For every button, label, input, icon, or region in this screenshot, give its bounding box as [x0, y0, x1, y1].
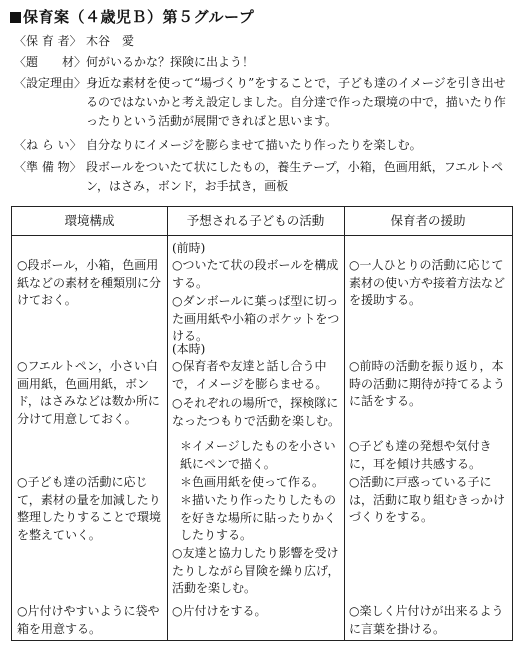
meta-label: 〈ね ら い〉: [14, 138, 82, 152]
plan-table: [11, 206, 513, 641]
meta-label: 〈設定理由〉: [14, 76, 87, 90]
meta-label: 〈準 備 物〉: [14, 160, 82, 174]
meta-value: 木谷 愛: [86, 34, 135, 48]
square-bullet-icon: [10, 12, 21, 23]
list-item: ○片付けをする。: [172, 604, 267, 618]
list-item: ○楽しく片付けが出来るように言葉を掛ける。: [349, 604, 504, 636]
meta-value: 身近な素材を使って“場づくり”をすることで，子ども達のイメージを引き出せるのではないかと考え設定しました。自分達で作った環境の中で，描いたり作ったりという活動が展開できればと思います。: [86, 76, 506, 128]
table-header-row: [12, 207, 512, 236]
column-divider: [167, 207, 168, 640]
list-item: ○保育者や友達と話し合う中で，イメージを膨らませる。: [172, 359, 328, 391]
list-item: ○一人ひとりの活動に応じて素材の使い方や接着方法などを援助する。: [349, 258, 506, 307]
list-item: ○フエルトペン，小さい白画用紙，色画用紙，ボンド，はさみなどは数か所に分けて用意しておく。: [17, 359, 160, 426]
meta-value: 段ボールをついたて状にしたもの，養生テープ，小箱，色画用紙，フエルトペン，はさみ，ボンド，お手拭き，画板: [86, 160, 504, 193]
list-item: ＊色画用紙を使って作る。: [180, 475, 325, 489]
list-item: ○ついたて状の段ボールを構成する。: [172, 258, 339, 290]
list-item: ○友達と協力したり影響を受けたりしながら冒険を繰り広げ，活動を楽しむ。: [172, 546, 340, 595]
meta-label: 〈題 材〉: [14, 55, 87, 69]
list-item: ○ダンボールに葉っぱ型に切った画用紙や小箱のポケットをつける。: [172, 294, 340, 343]
list-item: ○それぞれの場所で，探検隊になったつもりで活動を楽しむ。: [172, 396, 341, 428]
page-title: [10, 6, 254, 27]
section-label-previous: (前時): [172, 241, 206, 255]
list-item: ○前時の活動を振り返り，本時の活動に期待が持てるように話をする。: [349, 359, 506, 408]
list-item: ＊イメージしたものを小さい紙にペンで描く。: [180, 439, 336, 471]
list-item: ＊描いたり作ったりしたものを好きな場所に貼ったりかくしたりする。: [180, 493, 337, 542]
list-item: ○子ども達の発想や気付きに，耳を傾け共感する。: [349, 439, 492, 471]
title-text: 保育案（４歳児Ｂ）第５グループ: [23, 8, 255, 26]
meta-label: 〈保 育 者〉: [14, 34, 82, 48]
list-item: ○片付けやすいように袋や箱を用意する。: [17, 604, 160, 636]
meta-value: 何がいるかな？探険に出よう！: [86, 55, 255, 69]
meta-value: 自分なりにイメージを膨らませて描いたり作ったりを楽しむ。: [86, 138, 422, 152]
list-item: ○子ども達の活動に応じて，素材の量を加減したり整理したりすることで環境を整えていく。: [17, 475, 162, 542]
column-divider: [344, 207, 345, 640]
header-activities: 予想される子どもの活動: [186, 213, 325, 228]
section-label-current: (本時): [172, 342, 206, 356]
list-item: ○段ボール，小箱，色画用紙などの素材を種類別に分けておく。: [17, 258, 162, 307]
list-item: ○活動に戸惑っている子には，活動に取り組むきっかけづくりをする。: [349, 475, 506, 524]
header-support: 保育者の援助: [390, 213, 466, 228]
header-environment: 環境構成: [64, 213, 115, 228]
